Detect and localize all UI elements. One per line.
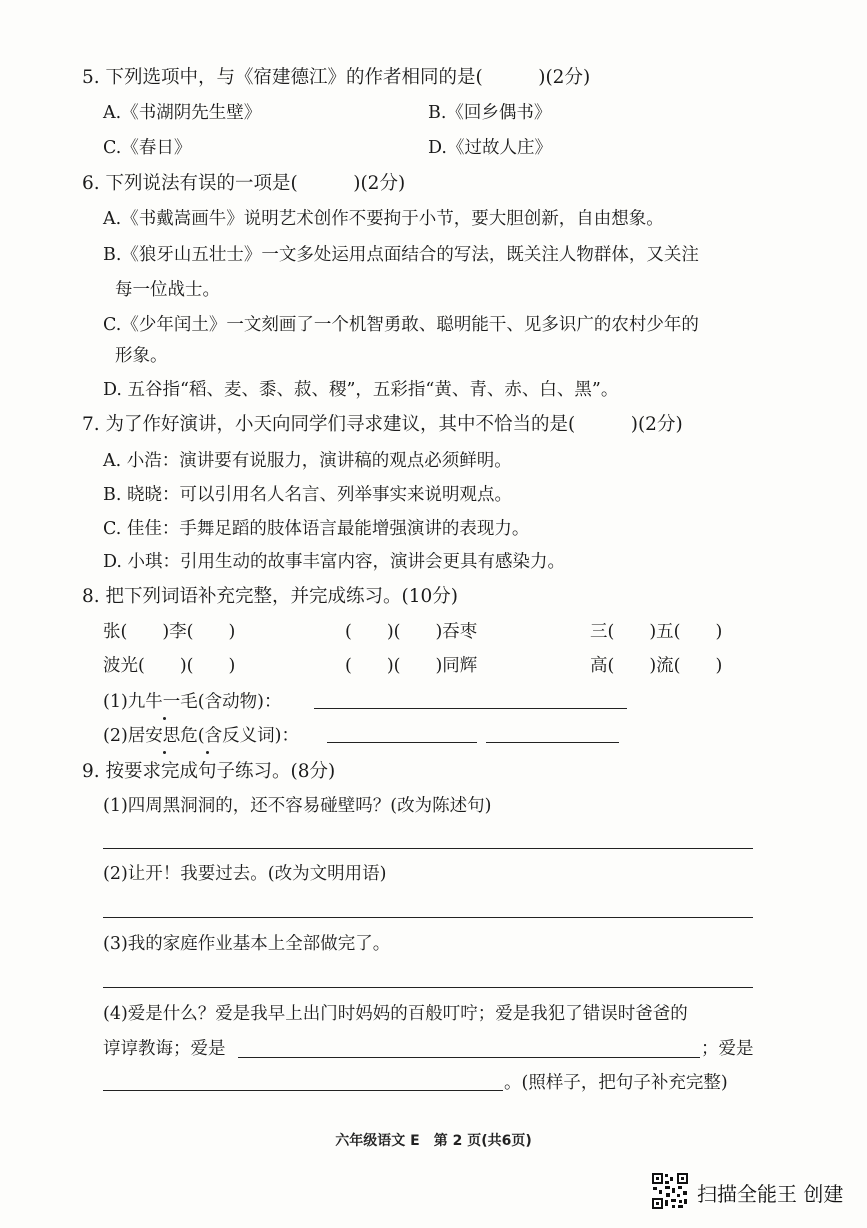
q8-sub-1-answer-line[interactable] <box>314 708 627 709</box>
q8-idiom-1: 张( )李( ) <box>103 622 236 642</box>
qr-code-icon <box>651 1172 689 1210</box>
q9-sub-4-line1: (4)爱是什么？爱是我早上出门时妈妈的百般叮咛；爱是我犯了错误时爸爸的 <box>103 1004 688 1024</box>
q6-option-a: A.《书戴嵩画牛》说明艺术创作不要拘于小节，要大胆创新，自由想象。 <box>103 209 664 229</box>
q9-sub-1-answer-line[interactable] <box>103 848 753 849</box>
q7-option-c: C. 佳佳：手舞足蹈的肢体语言最能增强演讲的表现力。 <box>103 519 530 539</box>
q6-option-c-line1: C.《少年闰土》一文刻画了一个机智勇敢、聪明能干、见多识广的农村少年的 <box>103 315 699 335</box>
q9-stem: 9. 按要求完成句子练习。(8分) <box>82 761 336 782</box>
q7-stem: 7. 为了作好演讲，小天向同学们寻求建议，其中不恰当的是( )(2分) <box>82 414 683 435</box>
q7-option-b: B. 晓晓：可以引用名人名言、列举事实来说明观点。 <box>103 485 512 505</box>
emphasis-dot <box>206 751 209 754</box>
q8-idiom-4: 波光( )( ) <box>103 656 236 676</box>
q6-option-b-line2: 每一位战士。 <box>115 280 220 300</box>
q5-option-a: A.《书湖阴先生壁》 <box>103 103 262 123</box>
q9-sub-3: (3)我的家庭作业基本上全部做完了。 <box>103 934 391 954</box>
q8-idiom-2: ( )( )吞枣 <box>345 622 478 642</box>
q9-sub-2-answer-line[interactable] <box>103 917 753 918</box>
q8-sub-2-answer-line-1[interactable] <box>327 742 477 743</box>
q9-sub-4-answer-line-1[interactable] <box>238 1057 700 1058</box>
q9-sub-1: (1)四周黑洞洞的，还不容易碰壁吗？(改为陈述句) <box>103 796 492 816</box>
q9-sub-4-line2-end: ；爱是 <box>701 1039 754 1059</box>
q9-sub-3-answer-line[interactable] <box>103 987 753 988</box>
emphasis-dot <box>163 717 166 720</box>
q5-option-c: C.《春日》 <box>103 138 192 158</box>
q8-sub-2-answer-line-2[interactable] <box>486 742 619 743</box>
q9-sub-4-answer-line-2[interactable] <box>103 1090 503 1091</box>
q7-option-a: A. 小浩：演讲要有说服力，演讲稿的观点必须鲜明。 <box>103 451 512 471</box>
q8-sub-1: (1)九牛一毛(含动物)： <box>103 692 282 712</box>
q8-sub-2: (2)居安思危(含反义词)： <box>103 726 299 746</box>
q9-sub-4-line2-start: 谆谆教诲；爱是 <box>103 1039 226 1059</box>
q5-option-d: D.《过故人庄》 <box>428 138 552 158</box>
emphasis-dot <box>163 751 166 754</box>
q6-option-c-line2: 形象。 <box>115 346 168 366</box>
q6-option-b-line1: B.《狼牙山五壮士》一文多处运用点面结合的写法，既关注人物群体，又关注 <box>103 245 699 265</box>
q8-idiom-5: ( )( )同辉 <box>345 656 478 676</box>
q5-option-b: B.《回乡偶书》 <box>428 103 552 123</box>
q8-idiom-6: 高( )流( ) <box>590 656 723 676</box>
page-footer: 六年级语文 E 第 2 页(共6页) <box>335 1133 532 1149</box>
scanner-watermark: 扫描全能王 创建 <box>697 1182 844 1206</box>
q6-option-d: D. 五谷指“稻、麦、黍、菽、稷”，五彩指“黄、青、赤、白、黑”。 <box>103 380 619 400</box>
q9-sub-2: (2)让开！我要过去。(改为文明用语) <box>103 864 387 884</box>
q9-sub-4-line3-end: 。(照样子，把句子补充完整) <box>504 1073 728 1093</box>
q6-stem: 6. 下列说法有误的一项是( )(2分) <box>82 173 406 194</box>
q7-option-d: D. 小琪：引用生动的故事丰富内容，演讲会更具有感染力。 <box>103 552 566 572</box>
q5-stem: 5. 下列选项中，与《宿建德江》的作者相同的是( )(2分) <box>82 67 591 88</box>
q8-idiom-3: 三( )五( ) <box>590 622 723 642</box>
q8-stem: 8. 把下列词语补充完整，并完成练习。(10分) <box>82 586 459 607</box>
